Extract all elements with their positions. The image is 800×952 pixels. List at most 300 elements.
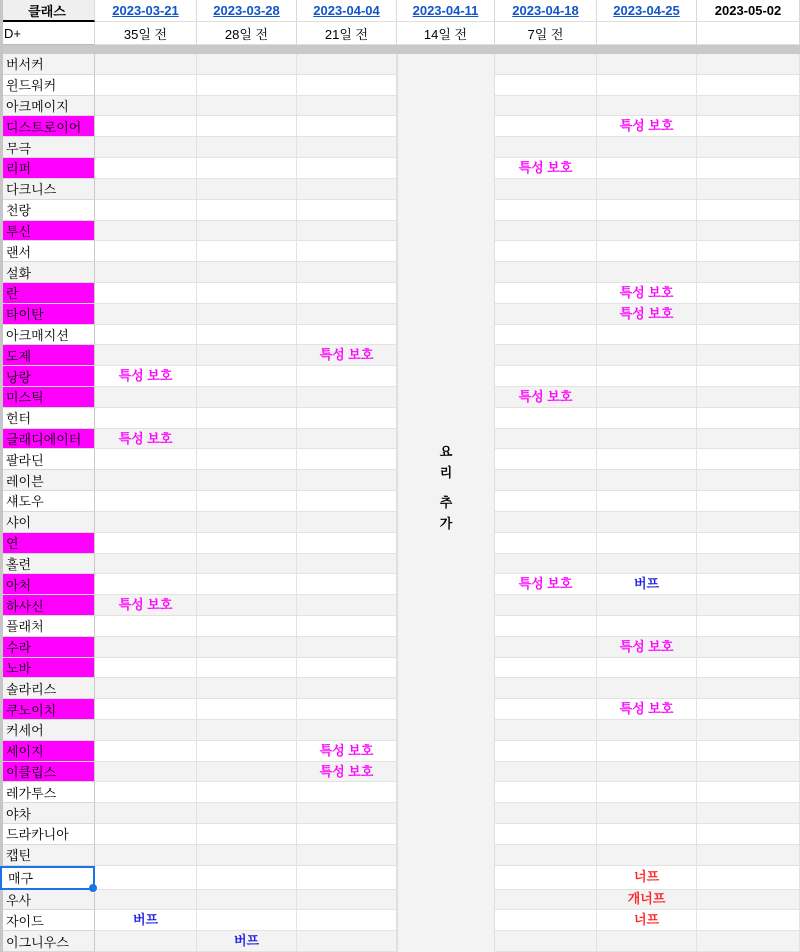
data-cell[interactable]	[197, 762, 297, 783]
date-link[interactable]: 2023-04-11	[412, 3, 479, 18]
data-cell[interactable]	[297, 449, 397, 470]
data-cell[interactable]	[597, 845, 697, 866]
data-cell[interactable]	[597, 96, 697, 117]
data-cell[interactable]	[597, 931, 697, 952]
data-cell[interactable]	[297, 931, 397, 952]
data-cell[interactable]	[197, 200, 297, 221]
data-cell[interactable]	[95, 429, 197, 450]
relative-date-cell[interactable]	[495, 22, 597, 45]
data-cell[interactable]	[495, 512, 597, 533]
data-cell[interactable]	[697, 283, 800, 304]
data-cell[interactable]	[495, 221, 597, 242]
row-label-cell[interactable]	[0, 200, 95, 221]
data-cell[interactable]	[197, 283, 297, 304]
data-cell[interactable]	[197, 658, 297, 679]
data-cell[interactable]	[597, 387, 697, 408]
data-cell[interactable]	[697, 408, 800, 429]
data-cell[interactable]	[297, 96, 397, 117]
data-cell[interactable]	[697, 554, 800, 575]
data-cell[interactable]	[495, 325, 597, 346]
data-cell[interactable]	[597, 262, 697, 283]
data-cell[interactable]	[197, 116, 297, 137]
data-cell[interactable]	[197, 366, 297, 387]
data-cell[interactable]	[197, 910, 297, 931]
data-cell[interactable]	[597, 283, 697, 304]
data-cell[interactable]	[197, 54, 297, 75]
data-cell[interactable]	[297, 262, 397, 283]
data-cell[interactable]	[297, 54, 397, 75]
row-label-cell[interactable]	[0, 762, 95, 783]
data-cell[interactable]	[297, 179, 397, 200]
data-cell[interactable]	[597, 616, 697, 637]
data-cell[interactable]	[495, 429, 597, 450]
data-cell[interactable]	[597, 762, 697, 783]
date-link[interactable]: 2023-03-21	[112, 3, 179, 18]
data-cell[interactable]	[697, 890, 800, 911]
data-cell[interactable]	[297, 890, 397, 911]
row-label-cell[interactable]	[0, 408, 95, 429]
data-cell[interactable]	[697, 782, 800, 803]
data-cell[interactable]	[495, 910, 597, 931]
data-cell[interactable]	[697, 221, 800, 242]
data-cell[interactable]	[297, 782, 397, 803]
dplus-header-cell[interactable]	[0, 22, 95, 45]
data-cell[interactable]	[495, 678, 597, 699]
data-cell[interactable]	[95, 137, 197, 158]
row-label-cell[interactable]	[0, 595, 95, 616]
data-cell[interactable]	[297, 137, 397, 158]
data-cell[interactable]	[95, 470, 197, 491]
row-label-cell[interactable]	[0, 554, 95, 575]
data-cell[interactable]	[297, 116, 397, 137]
data-cell[interactable]	[597, 449, 697, 470]
data-cell[interactable]	[197, 845, 297, 866]
data-cell[interactable]	[495, 616, 597, 637]
data-cell[interactable]	[597, 116, 697, 137]
data-cell[interactable]	[197, 408, 297, 429]
data-cell[interactable]	[95, 75, 197, 96]
data-cell[interactable]	[495, 75, 597, 96]
data-cell[interactable]	[197, 345, 297, 366]
relative-date-cell[interactable]	[197, 22, 297, 45]
row-label-cell[interactable]	[0, 741, 95, 762]
data-cell[interactable]	[95, 116, 197, 137]
data-cell[interactable]	[297, 595, 397, 616]
data-cell[interactable]	[495, 470, 597, 491]
data-cell[interactable]	[495, 408, 597, 429]
data-cell[interactable]	[197, 890, 297, 911]
data-cell[interactable]	[597, 345, 697, 366]
row-label-cell[interactable]	[0, 54, 95, 75]
data-cell[interactable]	[297, 325, 397, 346]
date-header-cell[interactable]	[597, 0, 697, 22]
data-cell[interactable]	[197, 491, 297, 512]
row-label-cell[interactable]	[0, 304, 95, 325]
data-cell[interactable]	[495, 54, 597, 75]
data-cell[interactable]	[297, 491, 397, 512]
data-cell[interactable]	[197, 96, 297, 117]
data-cell[interactable]	[95, 678, 197, 699]
data-cell[interactable]	[495, 574, 597, 595]
data-cell[interactable]	[197, 616, 297, 637]
data-cell[interactable]	[297, 637, 397, 658]
data-cell[interactable]	[597, 325, 697, 346]
row-label-cell[interactable]	[0, 387, 95, 408]
data-cell[interactable]	[197, 158, 297, 179]
data-cell[interactable]	[597, 54, 697, 75]
row-label-cell[interactable]	[0, 137, 95, 158]
data-cell[interactable]	[197, 75, 297, 96]
date-header-cell[interactable]	[495, 0, 597, 22]
data-cell[interactable]	[197, 782, 297, 803]
data-cell[interactable]	[95, 408, 197, 429]
row-label-cell[interactable]	[0, 262, 95, 283]
data-cell[interactable]	[95, 283, 197, 304]
row-label-cell[interactable]	[0, 720, 95, 741]
relative-date-cell[interactable]	[397, 22, 495, 45]
data-cell[interactable]	[697, 387, 800, 408]
data-cell[interactable]	[697, 200, 800, 221]
data-cell[interactable]	[197, 554, 297, 575]
data-cell[interactable]	[697, 158, 800, 179]
data-cell[interactable]	[597, 512, 697, 533]
data-cell[interactable]	[297, 241, 397, 262]
data-cell[interactable]	[197, 866, 297, 890]
data-cell[interactable]	[495, 96, 597, 117]
data-cell[interactable]	[95, 890, 197, 911]
data-cell[interactable]	[297, 304, 397, 325]
data-cell[interactable]	[597, 470, 697, 491]
data-cell[interactable]	[495, 658, 597, 679]
data-cell[interactable]	[495, 179, 597, 200]
data-cell[interactable]	[597, 75, 697, 96]
data-cell[interactable]	[197, 678, 297, 699]
date-header-cell[interactable]	[95, 0, 197, 22]
data-cell[interactable]	[597, 429, 697, 450]
data-cell[interactable]	[597, 678, 697, 699]
data-cell[interactable]	[597, 637, 697, 658]
row-label-cell[interactable]	[0, 158, 95, 179]
data-cell[interactable]	[95, 720, 197, 741]
data-cell[interactable]	[495, 637, 597, 658]
data-cell[interactable]	[95, 699, 197, 720]
row-label-cell[interactable]	[0, 470, 95, 491]
data-cell[interactable]	[297, 408, 397, 429]
data-cell[interactable]	[95, 595, 197, 616]
data-cell[interactable]	[697, 803, 800, 824]
data-cell[interactable]	[95, 241, 197, 262]
date-link[interactable]: 2023-03-28	[213, 3, 280, 18]
data-cell[interactable]	[697, 179, 800, 200]
data-cell[interactable]	[197, 179, 297, 200]
date-header-cell[interactable]	[397, 0, 495, 22]
date-link[interactable]: 2023-04-25	[613, 3, 680, 18]
data-cell[interactable]	[297, 762, 397, 783]
data-cell[interactable]	[697, 449, 800, 470]
data-cell[interactable]	[297, 366, 397, 387]
data-cell[interactable]	[597, 408, 697, 429]
data-cell[interactable]	[197, 304, 297, 325]
data-cell[interactable]	[597, 720, 697, 741]
data-cell[interactable]	[597, 741, 697, 762]
data-cell[interactable]	[297, 741, 397, 762]
data-cell[interactable]	[197, 449, 297, 470]
data-cell[interactable]	[297, 720, 397, 741]
data-cell[interactable]	[597, 595, 697, 616]
data-cell[interactable]	[495, 491, 597, 512]
data-cell[interactable]	[495, 741, 597, 762]
data-cell[interactable]	[495, 595, 597, 616]
data-cell[interactable]	[197, 429, 297, 450]
data-cell[interactable]	[197, 387, 297, 408]
row-label-cell[interactable]	[0, 345, 95, 366]
data-cell[interactable]	[495, 890, 597, 911]
date-header-cell[interactable]	[697, 0, 800, 22]
data-cell[interactable]	[297, 387, 397, 408]
data-cell[interactable]	[297, 866, 397, 890]
data-cell[interactable]	[597, 699, 697, 720]
row-label-cell[interactable]	[0, 782, 95, 803]
data-cell[interactable]	[297, 824, 397, 845]
row-label-cell[interactable]	[0, 803, 95, 824]
data-cell[interactable]	[697, 345, 800, 366]
data-cell[interactable]	[495, 782, 597, 803]
data-cell[interactable]	[297, 678, 397, 699]
row-label-cell[interactable]	[0, 533, 95, 554]
selection-fill-handle[interactable]	[89, 884, 97, 892]
data-cell[interactable]	[197, 470, 297, 491]
data-cell[interactable]	[95, 512, 197, 533]
row-label-cell[interactable]	[0, 678, 95, 699]
row-label-cell[interactable]	[0, 658, 95, 679]
data-cell[interactable]	[697, 762, 800, 783]
row-label-cell[interactable]	[0, 179, 95, 200]
data-cell[interactable]	[697, 75, 800, 96]
date-link[interactable]: 2023-04-18	[512, 3, 579, 18]
row-label-cell[interactable]	[0, 824, 95, 845]
row-label-cell[interactable]	[0, 699, 95, 720]
data-cell[interactable]	[95, 345, 197, 366]
data-cell[interactable]	[495, 283, 597, 304]
data-cell[interactable]	[697, 116, 800, 137]
data-cell[interactable]	[697, 658, 800, 679]
row-label-cell[interactable]	[0, 931, 95, 952]
data-cell[interactable]	[597, 137, 697, 158]
data-cell[interactable]	[597, 533, 697, 554]
row-label-cell[interactable]	[0, 429, 95, 450]
data-cell[interactable]	[95, 54, 197, 75]
row-label-cell[interactable]	[0, 845, 95, 866]
data-cell[interactable]	[495, 699, 597, 720]
date-header-cell[interactable]	[197, 0, 297, 22]
data-cell[interactable]	[495, 345, 597, 366]
data-cell[interactable]	[597, 241, 697, 262]
data-cell[interactable]	[495, 241, 597, 262]
data-cell[interactable]	[697, 741, 800, 762]
data-cell[interactable]	[297, 803, 397, 824]
data-cell[interactable]	[95, 741, 197, 762]
data-cell[interactable]	[197, 741, 297, 762]
data-cell[interactable]	[95, 387, 197, 408]
relative-date-cell[interactable]	[697, 22, 800, 45]
data-cell[interactable]	[95, 845, 197, 866]
row-label-cell[interactable]	[0, 283, 95, 304]
data-cell[interactable]	[297, 429, 397, 450]
data-cell[interactable]	[495, 262, 597, 283]
data-cell[interactable]	[95, 366, 197, 387]
data-cell[interactable]	[495, 137, 597, 158]
data-cell[interactable]	[95, 325, 197, 346]
data-cell[interactable]	[197, 512, 297, 533]
data-cell[interactable]	[597, 491, 697, 512]
data-cell[interactable]	[597, 574, 697, 595]
row-label-cell[interactable]	[0, 491, 95, 512]
data-cell[interactable]	[95, 262, 197, 283]
merged-note-cell[interactable]	[397, 54, 495, 952]
data-cell[interactable]	[697, 533, 800, 554]
row-label-cell[interactable]	[0, 574, 95, 595]
data-cell[interactable]	[495, 387, 597, 408]
data-cell[interactable]	[697, 137, 800, 158]
data-cell[interactable]	[495, 366, 597, 387]
data-cell[interactable]	[697, 429, 800, 450]
data-cell[interactable]	[495, 116, 597, 137]
row-label-cell[interactable]	[0, 449, 95, 470]
row-label-cell[interactable]	[0, 241, 95, 262]
data-cell[interactable]	[697, 262, 800, 283]
data-cell[interactable]	[95, 910, 197, 931]
data-cell[interactable]	[597, 890, 697, 911]
data-cell[interactable]	[297, 554, 397, 575]
data-cell[interactable]	[95, 616, 197, 637]
data-cell[interactable]	[95, 658, 197, 679]
date-header-cell[interactable]	[297, 0, 397, 22]
data-cell[interactable]	[697, 366, 800, 387]
data-cell[interactable]	[297, 158, 397, 179]
data-cell[interactable]	[197, 637, 297, 658]
data-cell[interactable]	[697, 325, 800, 346]
data-cell[interactable]	[95, 96, 197, 117]
data-cell[interactable]	[495, 533, 597, 554]
data-cell[interactable]	[197, 824, 297, 845]
data-cell[interactable]	[297, 470, 397, 491]
data-cell[interactable]	[697, 866, 800, 890]
class-header-cell[interactable]	[0, 0, 95, 22]
data-cell[interactable]	[697, 720, 800, 741]
data-cell[interactable]	[697, 574, 800, 595]
row-label-cell[interactable]	[0, 75, 95, 96]
data-cell[interactable]	[95, 866, 197, 890]
data-cell[interactable]	[597, 658, 697, 679]
data-cell[interactable]	[297, 512, 397, 533]
data-cell[interactable]	[495, 845, 597, 866]
data-cell[interactable]	[95, 554, 197, 575]
data-cell[interactable]	[197, 931, 297, 952]
relative-date-cell[interactable]	[95, 22, 197, 45]
data-cell[interactable]	[297, 910, 397, 931]
row-label-cell[interactable]	[0, 221, 95, 242]
data-cell[interactable]	[697, 241, 800, 262]
data-cell[interactable]	[597, 200, 697, 221]
data-cell[interactable]	[95, 637, 197, 658]
data-cell[interactable]	[697, 931, 800, 952]
row-label-cell[interactable]	[0, 366, 95, 387]
data-cell[interactable]	[597, 221, 697, 242]
data-cell[interactable]	[197, 221, 297, 242]
data-cell[interactable]	[697, 512, 800, 533]
data-cell[interactable]	[697, 96, 800, 117]
row-label-cell[interactable]	[0, 637, 95, 658]
relative-date-cell[interactable]	[297, 22, 397, 45]
data-cell[interactable]	[597, 866, 697, 890]
data-cell[interactable]	[95, 533, 197, 554]
data-cell[interactable]	[197, 533, 297, 554]
data-cell[interactable]	[495, 762, 597, 783]
data-cell[interactable]	[495, 449, 597, 470]
data-cell[interactable]	[697, 616, 800, 637]
row-label-cell-selected[interactable]	[0, 866, 95, 890]
data-cell[interactable]	[297, 845, 397, 866]
data-cell[interactable]	[597, 366, 697, 387]
row-label-cell[interactable]	[0, 890, 95, 911]
row-label-cell[interactable]	[0, 116, 95, 137]
data-cell[interactable]	[495, 931, 597, 952]
data-cell[interactable]	[297, 658, 397, 679]
row-label-cell[interactable]	[0, 512, 95, 533]
data-cell[interactable]	[495, 304, 597, 325]
data-cell[interactable]	[697, 678, 800, 699]
data-cell[interactable]	[597, 158, 697, 179]
data-cell[interactable]	[197, 803, 297, 824]
data-cell[interactable]	[95, 824, 197, 845]
data-cell[interactable]	[95, 491, 197, 512]
data-cell[interactable]	[495, 554, 597, 575]
data-cell[interactable]	[597, 304, 697, 325]
data-cell[interactable]	[95, 803, 197, 824]
data-cell[interactable]	[597, 179, 697, 200]
data-cell[interactable]	[297, 574, 397, 595]
data-cell[interactable]	[197, 720, 297, 741]
data-cell[interactable]	[297, 345, 397, 366]
data-cell[interactable]	[95, 158, 197, 179]
data-cell[interactable]	[697, 54, 800, 75]
data-cell[interactable]	[697, 824, 800, 845]
data-cell[interactable]	[495, 200, 597, 221]
data-cell[interactable]	[697, 304, 800, 325]
data-cell[interactable]	[297, 221, 397, 242]
data-cell[interactable]	[297, 616, 397, 637]
row-label-cell[interactable]	[0, 96, 95, 117]
data-cell[interactable]	[197, 325, 297, 346]
data-cell[interactable]	[197, 137, 297, 158]
data-cell[interactable]	[697, 910, 800, 931]
row-label-cell[interactable]	[0, 616, 95, 637]
data-cell[interactable]	[697, 845, 800, 866]
data-cell[interactable]	[697, 491, 800, 512]
data-cell[interactable]	[297, 283, 397, 304]
data-cell[interactable]	[495, 720, 597, 741]
data-cell[interactable]	[95, 449, 197, 470]
data-cell[interactable]	[197, 574, 297, 595]
data-cell[interactable]	[697, 637, 800, 658]
data-cell[interactable]	[197, 699, 297, 720]
data-cell[interactable]	[495, 158, 597, 179]
data-cell[interactable]	[697, 699, 800, 720]
data-cell[interactable]	[95, 179, 197, 200]
data-cell[interactable]	[597, 824, 697, 845]
data-cell[interactable]	[697, 595, 800, 616]
data-cell[interactable]	[597, 910, 697, 931]
